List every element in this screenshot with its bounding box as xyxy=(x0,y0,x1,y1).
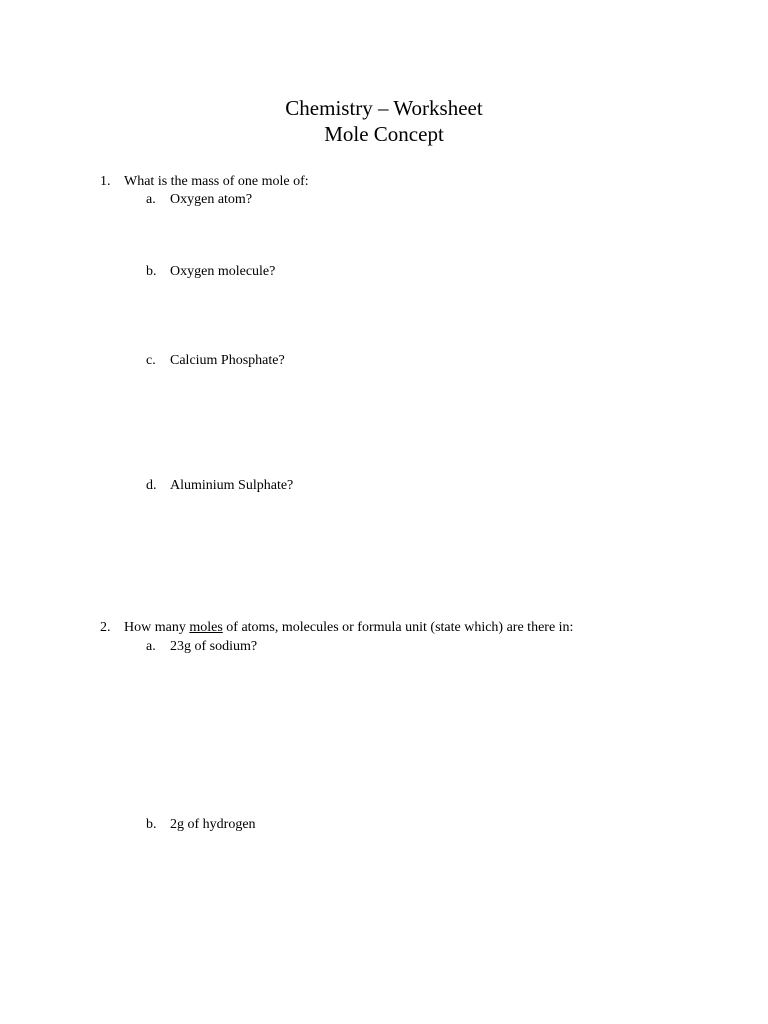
part-label: b. xyxy=(146,817,157,832)
worksheet-title: Chemistry – Worksheet xyxy=(285,96,483,120)
question-text-before: How many xyxy=(124,620,190,635)
question-text: What is the mass of one mole of: xyxy=(124,174,309,189)
worksheet-subtitle: Mole Concept xyxy=(324,122,444,146)
question-number: 1. xyxy=(100,174,111,189)
part-label: b. xyxy=(146,264,157,279)
part-label: a. xyxy=(146,192,156,207)
part-text: 23g of sodium? xyxy=(170,639,258,654)
part-text: Oxygen molecule? xyxy=(170,264,276,279)
part-label: d. xyxy=(146,478,157,493)
part-text: 2g of hydrogen xyxy=(170,817,256,832)
part-text: Calcium Phosphate? xyxy=(170,353,285,368)
question-number: 2. xyxy=(100,620,111,635)
question-text xyxy=(124,619,573,637)
part-text: Oxygen atom? xyxy=(170,192,253,207)
part-label: a. xyxy=(146,639,156,654)
part-label: c. xyxy=(146,353,156,368)
question-text-after: of atoms, molecules or formula unit (state which) are there in: xyxy=(222,620,574,635)
part-text: Aluminium Sulphate? xyxy=(170,478,294,493)
question-text-underlined: moles xyxy=(189,620,223,635)
